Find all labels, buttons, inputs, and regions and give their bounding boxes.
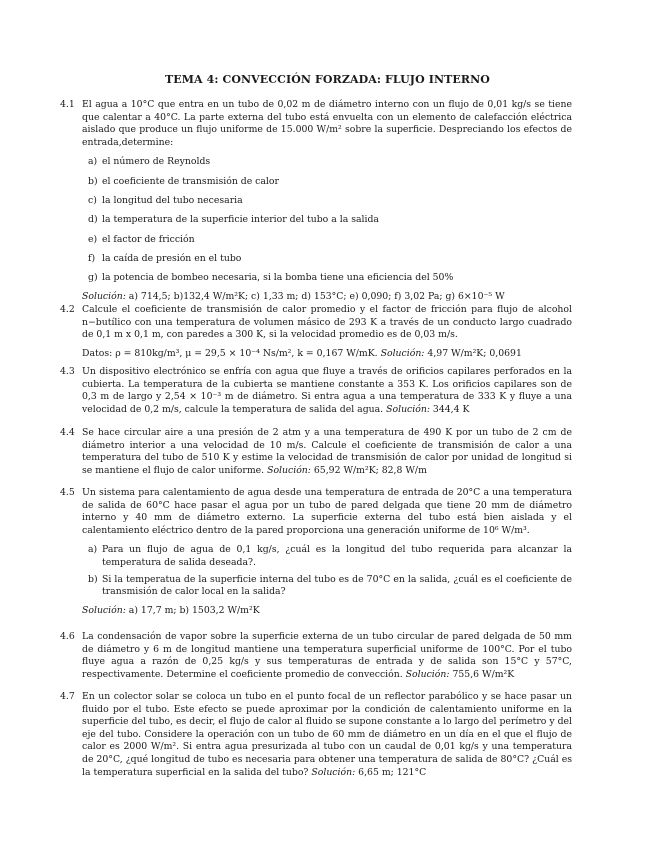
list-item xyxy=(82,176,572,189)
item-label: a) xyxy=(88,544,98,556)
problem-statement xyxy=(82,427,572,477)
item-label: f) xyxy=(88,252,96,264)
problem-4-3 xyxy=(60,366,572,416)
solution-label: Solución: xyxy=(405,668,450,680)
list-item xyxy=(82,574,572,599)
problem-4-4 xyxy=(60,427,572,477)
problem-4-5 xyxy=(60,487,572,617)
item-label: b) xyxy=(88,175,98,187)
item-label: b) xyxy=(88,573,98,585)
problem-4-6 xyxy=(60,631,572,681)
problem-number: 4.6 xyxy=(60,631,75,642)
problem-4-1 xyxy=(60,99,572,304)
solution-text: 6,65 m; 121°C xyxy=(358,766,427,778)
solution xyxy=(82,605,572,618)
problem-number: 4.2 xyxy=(60,304,75,315)
problem-statement: El agua a 10°C que entra en un tubo de 0,02 m de diámetro interno con un flujo de 0,01 kg/s se tiene que calentar a 40°C. La parte externa del tubo está envuelta con un elemento de calefacción eléctrica aislado que produce un flujo uniforme de 15.000 W/m² sobre la superficie. Despreciando los efectos de entrada,determine: xyxy=(82,99,572,148)
problem-4-7 xyxy=(60,691,572,779)
problem-number: 4.7 xyxy=(60,691,75,702)
item-label: e) xyxy=(88,233,98,245)
list-item xyxy=(82,234,572,247)
item-text: Para un flujo de agua de 0,1 kg/s, ¿cuál es la longitud del tubo requerida para alcanzar la temperatura de salida deseada?. xyxy=(102,544,572,568)
item-text: la caída de presión en el tubo xyxy=(102,252,242,264)
solution-text: 344,4 K xyxy=(432,403,470,415)
item-text: la potencia de bombeo necesaria, si la bomba tiene una eficiencia del 50% xyxy=(102,272,454,284)
solution xyxy=(82,291,572,304)
problem-statement: Calcule el coeficiente de transmisión de calor promedio y el factor de fricción para flujo de alcohol n−butílico con una temperatura de volumen másico de 293 K a través de un conducto largo cuadrado de 0,1 m x 0,1 m, con paredes a 300 K, si la velocidad promedio es de 0,03 m/s. xyxy=(82,304,572,341)
solution-label: Solución: xyxy=(82,604,126,616)
problem-number: 4.5 xyxy=(60,487,75,498)
statement-text: La condensación de vapor sobre la superficie externa de un tubo circular de pared delgada de 50 mm de diámetro y 6 m de longitud mantiene una temperatura superficial uniforme de 100°C. Por el tubo fluye agua a razón de 0,25 kg/s y sus temperaturas de entrada y de salida son 15°C y 57°C, respectivamente. Determine el coeficiente promedio de convección. xyxy=(82,631,572,680)
problem-statement: Un sistema para calentamiento de agua desde una temperatura de entrada de 20°C a una temperatura de salida de 60°C hace pasar el agua por un tubo de pared delgada que tiene 20 mm de diámetro interno y 40 mm de diámetro externo. La superficie externa del tubo está bien aislada y el calentamiento eléctrico dentro de la pared proporciona una generación uniforme de 10⁶ W/m³. xyxy=(82,487,572,536)
statement-text: Un dispositivo electrónico se enfría con agua que fluye a través de orificios capilares perforados en la cubierta. La temperatura de la cubierta se mantiene constante a 353 K. Los orificios capilares son de 0,3 m de largo y 2,54 × 10⁻³ m de diámetro. Si entra agua a una temperatura de 333 K y fluye a una velocidad de 0,2 m/s, calcule la temperatura de salida del agua. xyxy=(82,366,572,415)
list-item xyxy=(82,272,572,285)
list-item xyxy=(82,253,572,266)
solution-text: 755,6 W/m²K xyxy=(452,668,515,680)
list-item xyxy=(82,195,572,208)
list-item xyxy=(82,544,572,569)
page-title: TEMA 4: CONVECCIÓN FORZADA: FLUJO INTERNO xyxy=(165,73,490,86)
item-label: c) xyxy=(88,194,97,206)
problem-statement xyxy=(82,691,572,779)
item-text: el número de Reynolds xyxy=(102,156,211,168)
item-label: a) xyxy=(88,156,98,168)
item-text: Si la temperatua de la superficie interna del tubo es de 70°C en la salida, ¿cuál es el coeficiente de transmisión de calor local en la salida? xyxy=(102,573,572,598)
list-item xyxy=(82,214,572,227)
solution xyxy=(82,348,572,361)
item-label: g) xyxy=(88,272,98,284)
problem-4-2 xyxy=(60,304,572,360)
item-text: el factor de fricción xyxy=(102,233,195,245)
item-text: el coeficiente de transmisión de calor xyxy=(102,175,279,187)
solution-label: Solución: xyxy=(82,291,126,303)
solution-label: Solución: xyxy=(311,766,356,778)
item-label: d) xyxy=(88,214,98,226)
solution-label: Solución: xyxy=(267,464,311,476)
problem-number: 4.1 xyxy=(60,99,75,110)
problem-statement xyxy=(82,366,572,416)
problem-number: 4.3 xyxy=(60,366,75,377)
solution-text: 4,97 W/m²K; 0,0691 xyxy=(427,347,522,359)
solution-label: Solución: xyxy=(380,347,425,359)
item-text: la longitud del tubo necesaria xyxy=(102,194,243,206)
statement-text: Se hace circular aire a una presión de 2 atm y a una temperatura de 490 K por un tubo de 2 cm de diámetro interior a una velocidad de 10 m/s. Calcule el coeficiente de transmisión de calor a una temperatura del tubo de 510 K y estime la velocidad de transmisión de calor por unidad de longitud si se mantiene el flujo de calor uniforme. xyxy=(82,427,572,476)
solution-text: a) 714,5; b)132,4 W/m²K; c) 1,33 m; d) 153°C; e) 0,090; f) 3,02 Pa; g) 6×10⁻⁵ W xyxy=(128,291,505,303)
item-text: la temperatura de la superficie interior del tubo a la salida xyxy=(102,214,379,226)
problem-data: Datos: ρ = 810kg/m³, μ = 29,5 × 10⁻⁴ Ns/m², k = 0,167 W/mK. xyxy=(82,347,378,359)
problem-statement xyxy=(82,631,572,681)
statement-text: En un colector solar se coloca un tubo en el punto focal de un reflector parabólico y se hace pasar un fluido por el tubo. Este efecto se puede aproximar por la condición de calentamiento uniforme en la superficie del tubo, es decir, el flujo de calor al fluido se supone constante a lo largo del perímetro y del eje del tubo. Considere la operación con un tubo de 60 mm de diámetro en un día en el que el flujo de calor es 2000 W/m². Si entra agua presurizada al tubo con un caudal de 0,01 kg/s y una temperatura de 20°C, ¿qué longitud de tubo es necesaria para obtener una temperatura de salida de 80°C? ¿Cuál es la temperatura superficial en la salida del tubo? xyxy=(82,691,572,778)
solution-text: a) 17,7 m; b) 1503,2 W/m²K xyxy=(128,604,260,616)
list-item xyxy=(82,156,572,169)
problem-items xyxy=(82,544,572,598)
solution-label: Solución: xyxy=(386,403,430,415)
problem-items xyxy=(82,156,572,284)
problem-number: 4.4 xyxy=(60,427,75,438)
solution-text: 65,92 W/m²K; 82,8 W/m xyxy=(313,464,427,476)
